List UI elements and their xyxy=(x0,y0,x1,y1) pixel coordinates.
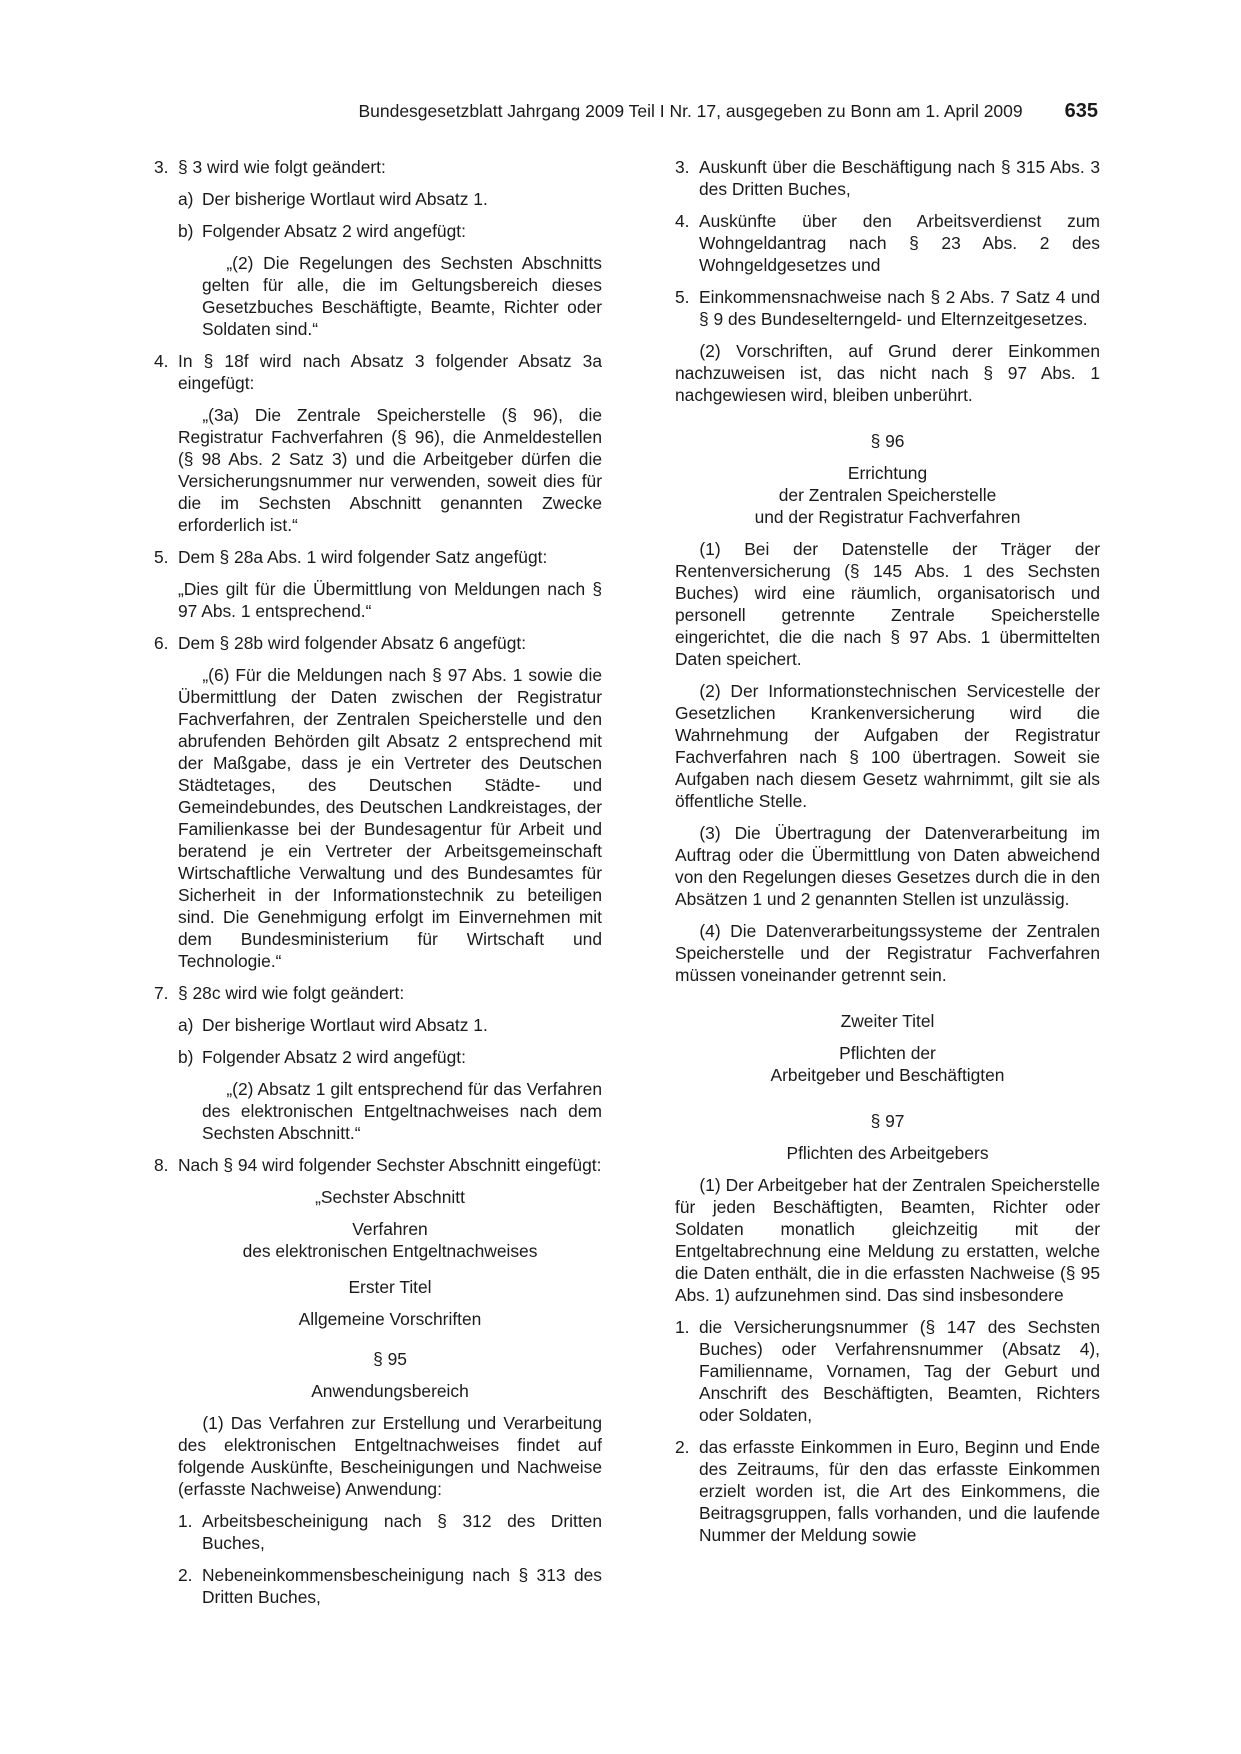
quoted-paragraph: „(3a) Die Zentrale Speicherstelle (§ 96), die Registratur Fachverfahren (§ 96), die Anmeldestellen (§ 98 Abs. 2 Satz 3) und die Arbeitgeber dürfen die Versicherungsnummer nur verwenden, soweit dies für die im Sechsten Abschnitt genannten Zwecke erforderlich ist.“ xyxy=(178,405,602,535)
left-column xyxy=(154,156,602,1618)
body-paragraph: (1) Bei der Datenstelle der Träger der Rentenversicherung (§ 145 Abs. 1 des Sechsten Buches) wird eine räumlich, organisatorisch und personell getrennte Zentrale Speicherstelle eingerichtet, die die nach § 97 Abs. 1 übermittelten Daten speichert. xyxy=(675,539,1100,669)
section-heading: „Sechster Abschnitt xyxy=(315,1187,465,1207)
list-subitem: a) Der bisherige Wortlaut wird Absatz 1. xyxy=(178,1015,488,1035)
paragraph-title: Errichtung der Zentralen Speicherstelle und der Registratur Fachverfahren xyxy=(754,463,1021,527)
page-header xyxy=(150,99,1098,123)
list-item: 6. Dem § 28b wird folgender Absatz 6 angefügt: xyxy=(154,633,527,653)
title-heading: Erster Titel xyxy=(348,1277,432,1297)
header-title: Bundesgesetzblatt Jahrgang 2009 Teil I Nr. 17, ausgegeben zu Bonn am 1. April 2009 xyxy=(358,101,1023,121)
list-item: 1. die Versicherungsnummer (§ 147 des Sechsten Buches) oder Verfahrensnummer (Absatz 4), Familienname, Vornamen, Tag der Geburt und Anschrift des Beschäftigten, Beamten, Richters oder Soldaten, xyxy=(675,1317,1100,1425)
list-item: 3. § 3 wird wie folgt geändert: xyxy=(154,157,386,177)
list-item: 5. Dem § 28a Abs. 1 wird folgender Satz angefügt: xyxy=(154,547,548,567)
paragraph-title: Pflichten des Arbeitgebers xyxy=(786,1143,989,1163)
title-heading: Zweiter Titel xyxy=(840,1011,935,1031)
section-subheading: Verfahren des elektronischen Entgeltnachweises xyxy=(242,1219,538,1261)
list-item: 8. Nach § 94 wird folgender Sechster Abschnitt eingefügt: xyxy=(154,1155,602,1175)
list-item: 4. Auskünfte über den Arbeitsverdienst zum Wohngeldantrag nach § 23 Abs. 2 des Wohngeldgesetzes und xyxy=(675,211,1100,275)
body-paragraph: (2) Vorschriften, auf Grund derer Einkommen nachzuweisen ist, das nicht nach § 97 Abs. 1 nachgewiesen wird, bleiben unberührt. xyxy=(675,341,1100,405)
right-column xyxy=(675,156,1100,1556)
paragraph-number: § 96 xyxy=(870,431,905,451)
paragraph-title: Anwendungsbereich xyxy=(311,1381,469,1401)
quoted-paragraph: „(6) Für die Meldungen nach § 97 Abs. 1 sowie die Übermittlung der Daten zwischen der Registratur Fachverfahren, der Zentralen Speicherstelle und den abrufenden Behörden gilt Absatz 2 entsprechend mit der Maßgabe, dass je ein Vertreter des Deutschen Städtetages, des Deutschen Städte- und Gemeindebundes, des Deutschen Landkreistages, der Familienkasse bei der Bundesagentur für Arbeit und beratend je ein Vertreter der Arbeitsgemeinschaft Wirtschaftliche Verwaltung und des Bundesamtes für Sicherheit in der Informationstechnik zu beteiligen sind. Die Genehmigung erfolgt im Einvernehmen mit dem Bundesministerium für Wirtschaft und Technologie.“ xyxy=(178,665,602,971)
body-paragraph: (1) Der Arbeitgeber hat der Zentralen Speicherstelle für jeden Beschäftigten, Beamten, Richter oder Soldaten monatlich gleichzeitig mit der Entgeltabrechnung eine Meldung zu erstatten, welche die Daten enthält, die in die erfassten Nachweise (§ 95 Abs. 1) aufzunehmen sind. Das sind insbesondere xyxy=(675,1175,1100,1305)
title-subheading: Allgemeine Vorschriften xyxy=(298,1309,482,1329)
body-paragraph: (1) Das Verfahren zur Erstellung und Verarbeitung des elektronischen Entgeltnachweises findet auf folgende Auskünfte, Bescheinigungen und Nachweise (erfasste Nachweise) Anwendung: xyxy=(178,1413,602,1499)
body-paragraph: (3) Die Übertragung der Datenverarbeitung im Auftrag oder die Übermittlung von Daten abweichend von den Regelungen dieses Gesetzes durch die in den Absätzen 1 und 2 genannten Stellen ist unzulässig. xyxy=(675,823,1100,909)
quoted-paragraph: „(2) Absatz 1 gilt entsprechend für das Verfahren des elektronischen Entgeltnachweises nach dem Sechsten Abschnitt.“ xyxy=(202,1079,602,1143)
paragraph-number: § 97 xyxy=(870,1111,905,1131)
title-subheading: Pflichten der Arbeitgeber und Beschäftigten xyxy=(770,1043,1005,1085)
list-item: 2. Nebeneinkommensbescheinigung nach § 313 des Dritten Buches, xyxy=(178,1565,602,1607)
quoted-paragraph: „(2) Die Regelungen des Sechsten Abschnitts gelten für alle, die im Geltungsbereich dieses Gesetzbuches Beschäftigte, Beamte, Richter oder Soldaten sind.“ xyxy=(202,253,602,339)
list-item: 3. Auskunft über die Beschäftigung nach § 315 Abs. 3 des Dritten Buches, xyxy=(675,157,1100,199)
list-subitem: b) Folgender Absatz 2 wird angefügt: xyxy=(178,1047,466,1067)
body-paragraph: (2) Der Informationstechnischen Servicestelle der Gesetzlichen Krankenversicherung wird die Wahrnehmung der Aufgaben der Registratur Fachverfahren nach § 100 übertragen. Soweit sie Aufgaben nach diesem Gesetz wahrnimmt, gilt sie als öffentliche Stelle. xyxy=(675,681,1100,811)
list-subitem: a) Der bisherige Wortlaut wird Absatz 1. xyxy=(178,189,488,209)
paragraph-number: § 95 xyxy=(373,1349,407,1369)
quoted-paragraph: „Dies gilt für die Übermittlung von Meldungen nach § 97 Abs. 1 entsprechend.“ xyxy=(178,579,602,621)
list-item: 4. In § 18f wird nach Absatz 3 folgender Absatz 3a eingefügt: xyxy=(154,351,602,393)
list-item: 1. Arbeitsbescheinigung nach § 312 des Dritten Buches, xyxy=(178,1511,602,1553)
list-item: 7. § 28c wird wie folgt geändert: xyxy=(154,983,405,1003)
list-item: 2. das erfasste Einkommen in Euro, Beginn und Ende des Zeitraums, für den das erfasste Einkommen erzielt worden ist, die Art des Einkommens, die Beitragsgruppen, falls vorhanden, und die laufende Nummer der Meldung sowie xyxy=(675,1437,1100,1545)
list-item: 5. Einkommensnachweise nach § 2 Abs. 7 Satz 4 und § 9 des Bundeselterngeld- und Elternzeitgesetzes. xyxy=(675,287,1100,329)
body-paragraph: (4) Die Datenverarbeitungssysteme der Zentralen Speicherstelle und der Registratur Fachverfahren müssen voneinander getrennt sein. xyxy=(675,921,1100,985)
list-subitem: b) Folgender Absatz 2 wird angefügt: xyxy=(178,221,466,241)
page-number: 635 xyxy=(1064,100,1098,122)
